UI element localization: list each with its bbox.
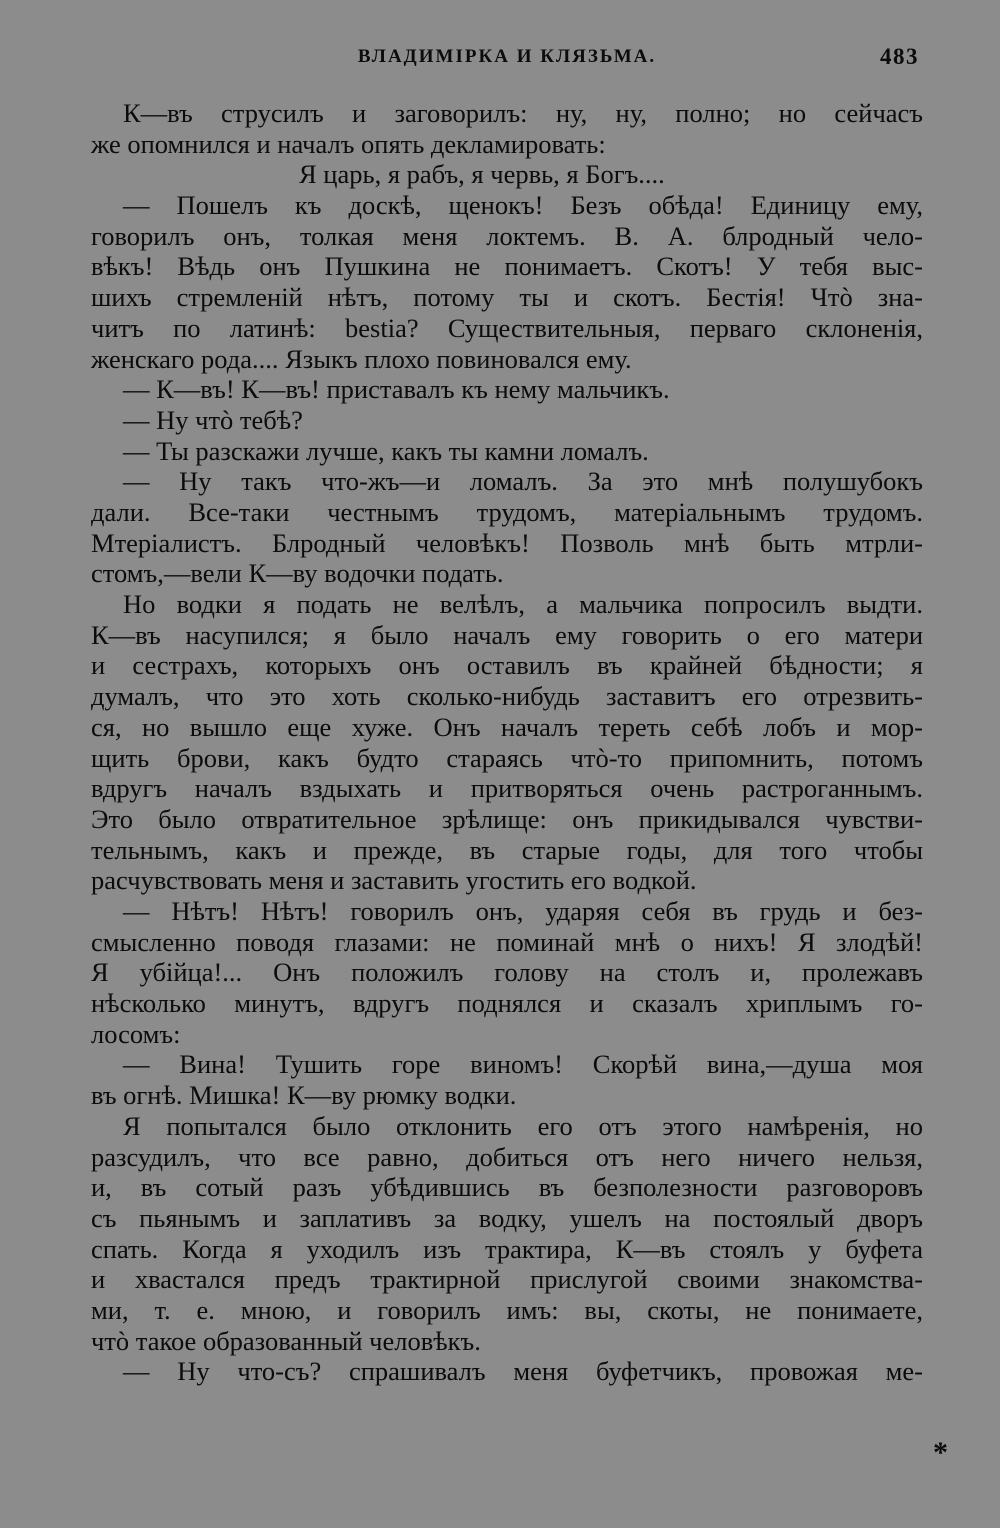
text-line: — Нѣтъ! Нѣтъ! говорилъ онъ, ударяя себя въ грудь и без- — [123, 896, 923, 926]
text-line: съ пьянымъ и заплативъ за водку, ушелъ на постоялый дворъ — [91, 1202, 923, 1233]
page-number: 483 — [880, 44, 919, 69]
text-line: расчувствовать меня и заставить угостить его водкой. — [91, 865, 697, 896]
text-line: же опомнился и началъ опять декламировать: — [91, 128, 606, 159]
text-line: ся, но вышло еще хуже. Онъ началъ тереть себѣ лобъ и мор- — [91, 711, 923, 742]
text-line: щить брови, какъ будто стараясь чтò-то припомнить, потомъ — [91, 742, 923, 773]
text-line: читъ по латинѣ: bestia? Существительныя, перваго склоненія, — [91, 312, 923, 343]
signature-mark: * — [933, 1436, 948, 1469]
text-line: стомъ,—вели К—ву водочки подать. — [91, 558, 504, 589]
text-line: — К—въ! К—въ! приставалъ къ нему мальчикъ. — [123, 374, 670, 405]
body-text — [91, 98, 923, 1387]
text-line: Я попытался было отклонить его отъ этого намѣренія, но — [123, 1110, 923, 1141]
text-line: Мтеріалистъ. Блродный человѣкъ! Позволь мнѣ быть мтрли- — [91, 527, 923, 558]
text-line: чтò такое образованный человѣкъ. — [91, 1325, 481, 1356]
text-line: К—въ струсилъ и заговорилъ: ну, ну, полно; но сейчасъ — [123, 98, 923, 128]
text-line: въ огнѣ. Мишка! К—ву рюмку водки. — [91, 1080, 517, 1111]
text-line: разсудилъ, что все равно, добиться отъ него ничего нельзя, — [91, 1141, 923, 1172]
text-line: шихъ стремленій нѣтъ, потому ты и скотъ. Бестія! Чтò зна- — [91, 282, 923, 313]
text-line: дали. Все-таки честнымъ трудомъ, матеріальнымъ трудомъ. — [91, 497, 923, 528]
text-line: говорилъ онъ, толкая меня локтемъ. В. А. блродный чело- — [91, 220, 923, 251]
text-line: — Ну чтò тебѣ? — [123, 404, 303, 435]
text-line: Это было отвратительное зрѣлище: онъ прикидывался чувстви- — [91, 803, 923, 834]
text-line: — Ты разскажи лучше, какъ ты камни ломалъ. — [123, 435, 649, 466]
text-line: ми, т. е. мною, и говорилъ имъ: вы, скоты, не понимаете, — [91, 1294, 923, 1325]
running-head — [91, 44, 923, 78]
running-title: ВЛАДИМІРКА И КЛЯЗЬМА. — [357, 46, 657, 67]
text-line: — Ну что-съ? спрашивалъ меня буфетчикъ, провожая ме- — [123, 1356, 923, 1387]
text-line: вдругъ началъ вздыхать и притворяться очень растроганнымъ. — [91, 773, 923, 804]
text-line: — Пошелъ къ доскѣ, щенокъ! Безъ обѣда! Единицу ему, — [123, 190, 923, 221]
text-line: и, въ сотый разъ убѣдившись въ безполезности разговоровъ — [91, 1172, 923, 1203]
text-line: думалъ, что это хоть сколько-нибудь заставитъ его отрезвить- — [91, 681, 923, 712]
text-line: — Ну такъ что-жъ—и ломалъ. За это мнѣ полушубокъ — [123, 466, 923, 497]
text-line: К—въ насупился; я было началъ ему говорить о его матери — [91, 619, 923, 650]
text-line: спать. Когда я уходилъ изъ трактира, К—въ стоялъ у буфета — [91, 1233, 923, 1264]
text-line: Я убійца!... Онъ положилъ голову на столъ и, пролежавъ — [91, 957, 923, 988]
text-line: вѣкъ! Вѣдь онъ Пушкина не понимаетъ. Скотъ! У тебя выс- — [91, 251, 923, 282]
text-line: и сестрахъ, которыхъ онъ оставилъ въ крайней бѣдности; я — [91, 650, 923, 681]
text-line: тельнымъ, какъ и прежде, въ старые годы, для того чтобы — [91, 834, 923, 865]
text-line: лосомъ: — [91, 1018, 181, 1049]
text-line: смысленно поводя глазами: не поминай мнѣ о нихъ! Я злодѣй! — [91, 926, 923, 957]
text-line: Но водки я подать не велѣлъ, а мальчика попросилъ выдти. — [123, 589, 923, 620]
text-line: — Вина! Тушить горе виномъ! Скорѣй вина,—душа моя — [123, 1049, 923, 1080]
text-line: нѣсколько минутъ, вдругъ поднялся и сказалъ хриплымъ го- — [91, 988, 923, 1019]
text-line: женскаго рода.... Языкъ плохо повиновался ему. — [91, 343, 632, 374]
text-line: и хвастался предъ трактирной прислугой своими знакомства- — [91, 1264, 923, 1295]
text-line: Я царь, я рабъ, я червь, я Богъ.... — [299, 159, 665, 190]
page-content — [91, 44, 923, 1387]
